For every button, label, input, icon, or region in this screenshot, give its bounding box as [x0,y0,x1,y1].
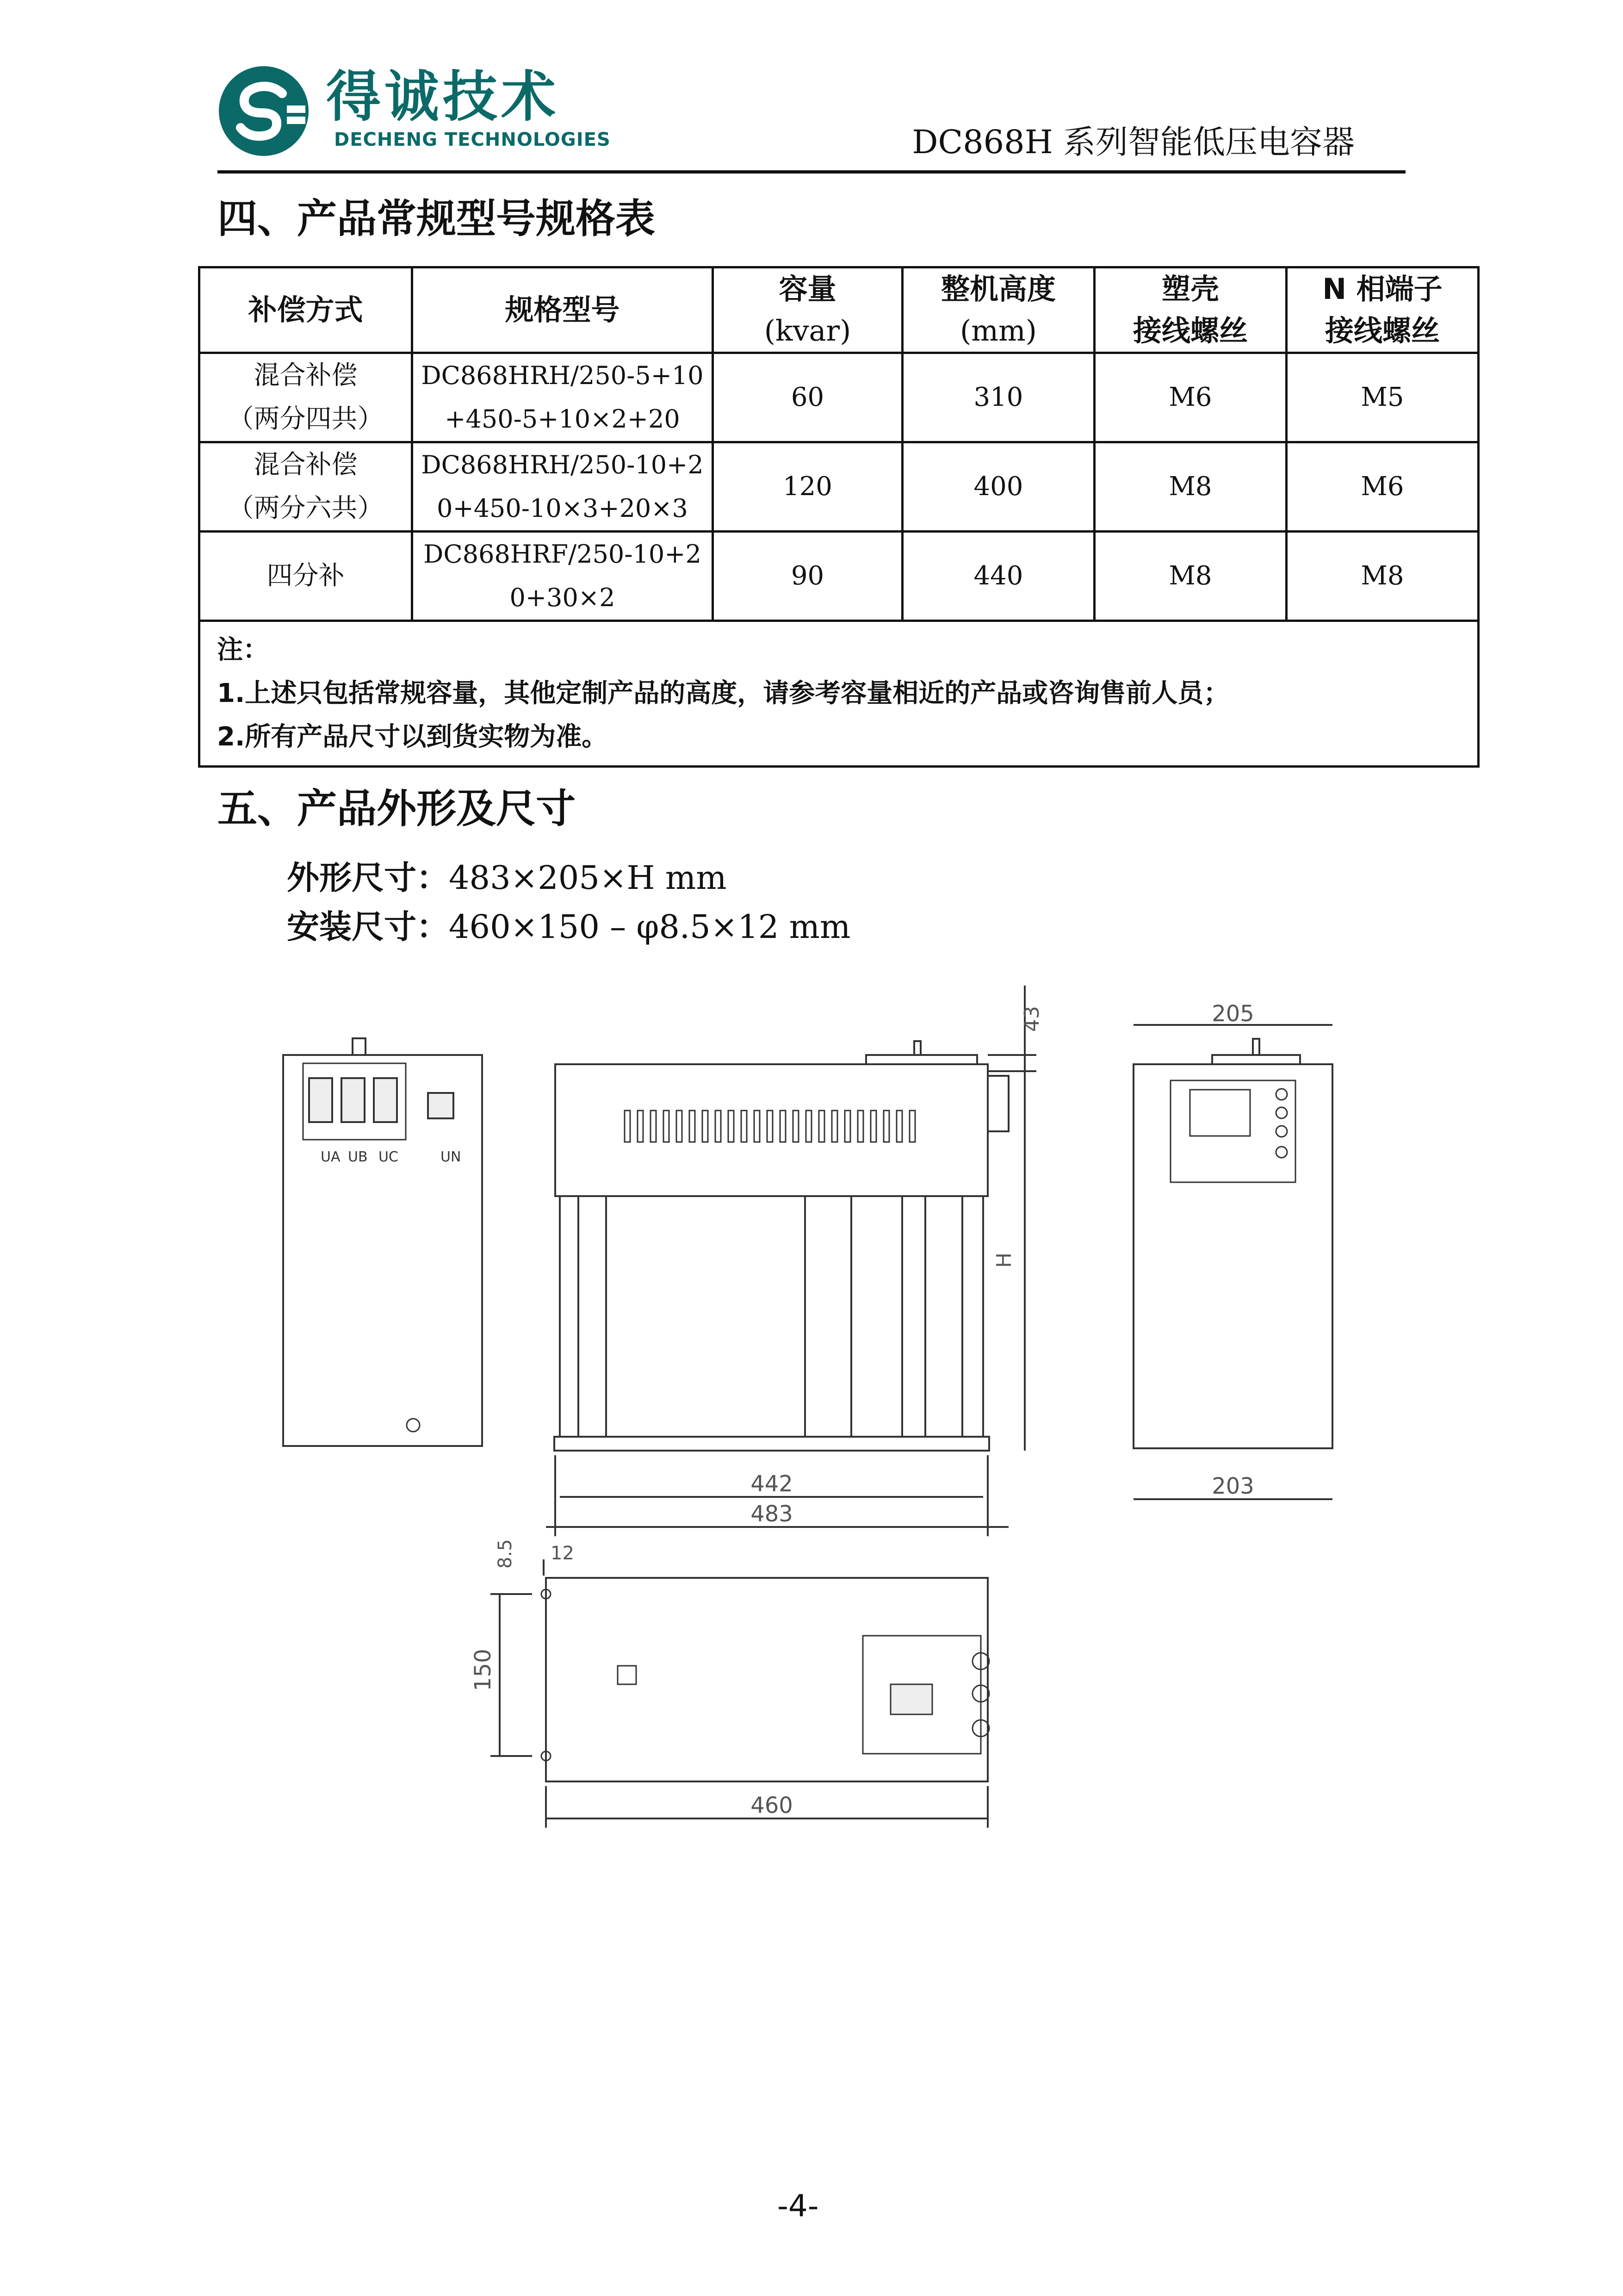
phase-label-un: UN [440,1149,461,1165]
cell-model: DC868HRF/250-10+2 0+30×2 [412,532,713,621]
table-row [199,353,1479,442]
outer-dimensions [287,859,727,897]
front-view [546,986,1044,1536]
cell-case-screw: M8 [1095,442,1287,532]
dim-label-442: 442 [750,1471,793,1497]
dim-label-203: 203 [1212,1473,1254,1499]
dim-label-8-5: 8.5 [495,1539,516,1569]
dim-label-483: 483 [750,1501,793,1527]
dim-label-460: 460 [750,1793,793,1818]
outer-dimensions-label: 外形尺寸： [287,859,449,897]
cell-capacity: 120 [713,442,903,532]
table-notes [199,621,1479,767]
side-view [1134,1001,1332,1499]
cell-case-screw: M6 [1095,353,1287,442]
cell-height: 440 [903,532,1095,621]
cell-n-screw: M5 [1287,353,1479,442]
cell-model: DC868HRH/250-5+10 +450-5+10×2+20 [412,353,713,442]
cell-height: 310 [903,353,1095,442]
header-divider [217,170,1406,174]
brand-name-cn: 得诚技术 [326,65,560,129]
cell-n-screw: M8 [1287,532,1479,621]
cell-height: 400 [903,442,1095,532]
header-cell: 规格型号 [412,267,713,353]
cell-method: 混合补偿 （两分六共） [199,442,412,532]
cell-n-screw: M6 [1287,442,1479,532]
dim-label-h: H [992,1252,1016,1268]
header-cell: 补偿方式 [199,267,412,353]
header-cell: 整机高度 (mm) [903,267,1095,353]
company-logo [217,65,310,157]
document-title: DC868H 系列智能低压电容器 [912,123,1355,161]
cell-case-screw: M8 [1095,532,1287,621]
dim-label-43: 43 [1020,1006,1044,1032]
section-4-title: 四、产品常规型号规格表 [217,196,655,242]
cell-model: DC868HRH/250-10+2 0+450-10×3+20×3 [412,442,713,532]
table-row [199,532,1479,621]
install-dimensions-label: 安装尺寸： [287,908,449,946]
install-dimensions [287,908,851,946]
spec-table [198,266,1480,768]
dim-label-205: 205 [1212,1001,1254,1027]
table-row [199,442,1479,532]
phase-label-uc: UC [378,1149,398,1165]
install-dimensions-value: 460×150 – φ8.5×12 mm [449,908,851,946]
table-notes-row [199,621,1479,767]
ground-symbol [407,1419,420,1432]
cell-method: 四分补 [199,532,412,621]
cell-capacity: 60 [713,353,903,442]
dimension-drawing [0,962,1623,1842]
section-5-title: 五、产品外形及尺寸 [217,786,576,832]
note-2: 2.所有产品尺寸以到货实物为准。 [217,722,608,752]
outer-dimensions-value: 483×205×H mm [449,859,727,897]
header-cell: N 相端子 接线螺丝 [1287,267,1479,353]
cell-method: 混合补偿 （两分四共） [199,353,412,442]
note-heading: 注： [217,635,269,665]
header-cell: 塑壳 接线螺丝 [1095,267,1287,353]
table-header-row [199,267,1479,353]
note-1: 1.上述只包括常规容量，其他定制产品的高度，请参考容量相近的产品或咨询售前人员； [217,678,1230,708]
header-cell: 容量 (kvar) [713,267,903,353]
left-view [283,1038,482,1446]
mounting-view [470,1539,989,1828]
cell-capacity: 90 [713,532,903,621]
phase-label-ua: UA [321,1149,341,1165]
dim-label-150: 150 [470,1649,496,1691]
phase-label-ub: UB [348,1149,368,1165]
brand-name-en: DECHENG TECHNOLOGIES [334,129,611,150]
page-number: -4- [777,2188,819,2224]
dim-label-12: 12 [551,1543,574,1564]
